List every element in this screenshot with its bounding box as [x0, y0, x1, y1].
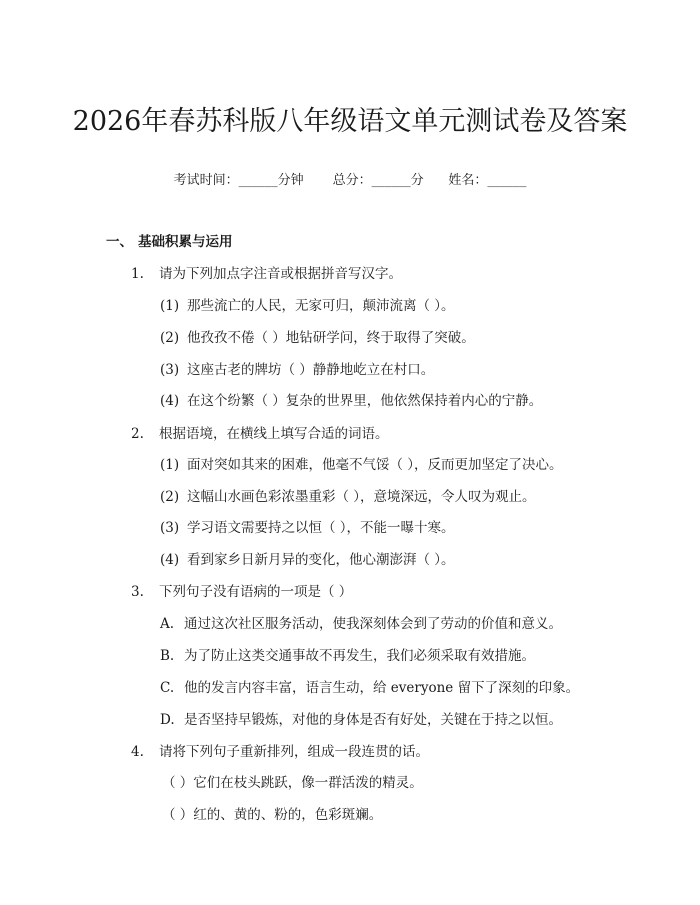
time-label: 考试时间：: [173, 173, 239, 188]
option-b: [160, 644, 535, 664]
sub-item-number: (1): [160, 457, 180, 473]
question-number: 1.: [131, 266, 144, 282]
sub-item: [160, 294, 455, 314]
sentence-item: （ ）它们在枝头跳跃，像一群活泼的精灵。: [162, 775, 423, 791]
sub-item: [160, 389, 542, 409]
option-text: 为了防止这类交通事故不再发生，我们必须采取有效措施。: [184, 648, 535, 664]
sub-item: [160, 326, 475, 346]
exam-info: [0, 169, 700, 188]
sentence-item: （ ）红的、黄的、粉的，色彩斑斓。: [162, 807, 383, 823]
question-4: [131, 740, 429, 760]
question-number: 4.: [131, 744, 144, 760]
name-label: 姓名：: [448, 173, 488, 188]
sub-item-number: (2): [160, 330, 180, 346]
question-text: 下列句子没有语病的一项是（ ）: [159, 584, 353, 600]
sub-item-text: 这座古老的牌坊（ ）静静地屹立在村口。: [187, 362, 435, 378]
option-text: 他的发言内容丰富，语言生动，给 everyone 留下了深刻的印象。: [184, 680, 580, 696]
time-blank: ______: [238, 173, 278, 188]
question-text: 请将下列句子重新排列，组成一段连贯的话。: [159, 744, 429, 760]
sub-item: [160, 453, 563, 473]
sub-item-number: (3): [160, 362, 180, 378]
score-label: 总分：: [332, 173, 372, 188]
section-number: 一、: [106, 234, 133, 250]
question-number: 3.: [131, 584, 144, 600]
option-letter: C.: [160, 680, 175, 696]
option-c: [160, 676, 579, 696]
option-letter: A.: [160, 616, 175, 632]
question-2: [131, 422, 389, 442]
option-text: 是否坚持早锻炼，对他的身体是否有好处，关键在于持之以恒。: [184, 712, 562, 728]
option-d: [160, 708, 562, 728]
question-number: 2.: [131, 426, 144, 442]
question-text: 请为下列加点字注音或根据拼音写汉字。: [159, 266, 402, 282]
sub-item-text: 在这个纷繁（ ）复杂的世界里，他依然保持着内心的宁静。: [187, 393, 543, 409]
sub-item-number: (2): [160, 489, 180, 505]
sub-item-text: 看到家乡日新月异的变化，他心潮澎湃（ ）。: [187, 552, 455, 568]
option-text: 通过这次社区服务活动，使我深刻体会到了劳动的价值和意义。: [184, 616, 562, 632]
sub-item: [160, 485, 536, 505]
page-title: 2026年春苏科版八年级语文单元测试卷及答案: [72, 106, 628, 138]
sub-item-number: (1): [160, 298, 180, 314]
sub-item-text: 学习语文需要持之以恒（ ），不能一曝十寒。: [187, 520, 455, 536]
sub-item-number: (4): [160, 552, 180, 568]
sub-item: [160, 548, 455, 568]
question-1: [131, 262, 402, 282]
score-blank: ______: [371, 173, 411, 188]
sub-item-text: 他孜孜不倦（ ）地钻研学问，终于取得了突破。: [187, 330, 475, 346]
sub-item-text: 面对突如其来的困难，他毫不气馁（ ），反而更加坚定了决心。: [187, 457, 563, 473]
sub-item: [160, 358, 434, 378]
time-unit: 分钟: [277, 173, 304, 188]
option-letter: B.: [160, 648, 175, 664]
question-3: [131, 580, 352, 600]
question-text: 根据语境，在横线上填写合适的词语。: [159, 426, 389, 442]
option-letter: D.: [160, 712, 175, 728]
option-a: [160, 612, 562, 632]
score-unit: 分: [410, 173, 424, 188]
section-heading: [106, 230, 233, 250]
section-title: 基础积累与运用: [138, 234, 233, 250]
sub-item-text: 那些流亡的人民，无家可归，颠沛流离（ ）。: [187, 298, 455, 314]
sub-item-text: 这幅山水画色彩浓墨重彩（ ），意境深远，令人叹为观止。: [187, 489, 536, 505]
sub-item-number: (4): [160, 393, 180, 409]
name-blank: ______: [487, 173, 527, 188]
sub-item-number: (3): [160, 520, 180, 536]
sub-item: [160, 516, 455, 536]
